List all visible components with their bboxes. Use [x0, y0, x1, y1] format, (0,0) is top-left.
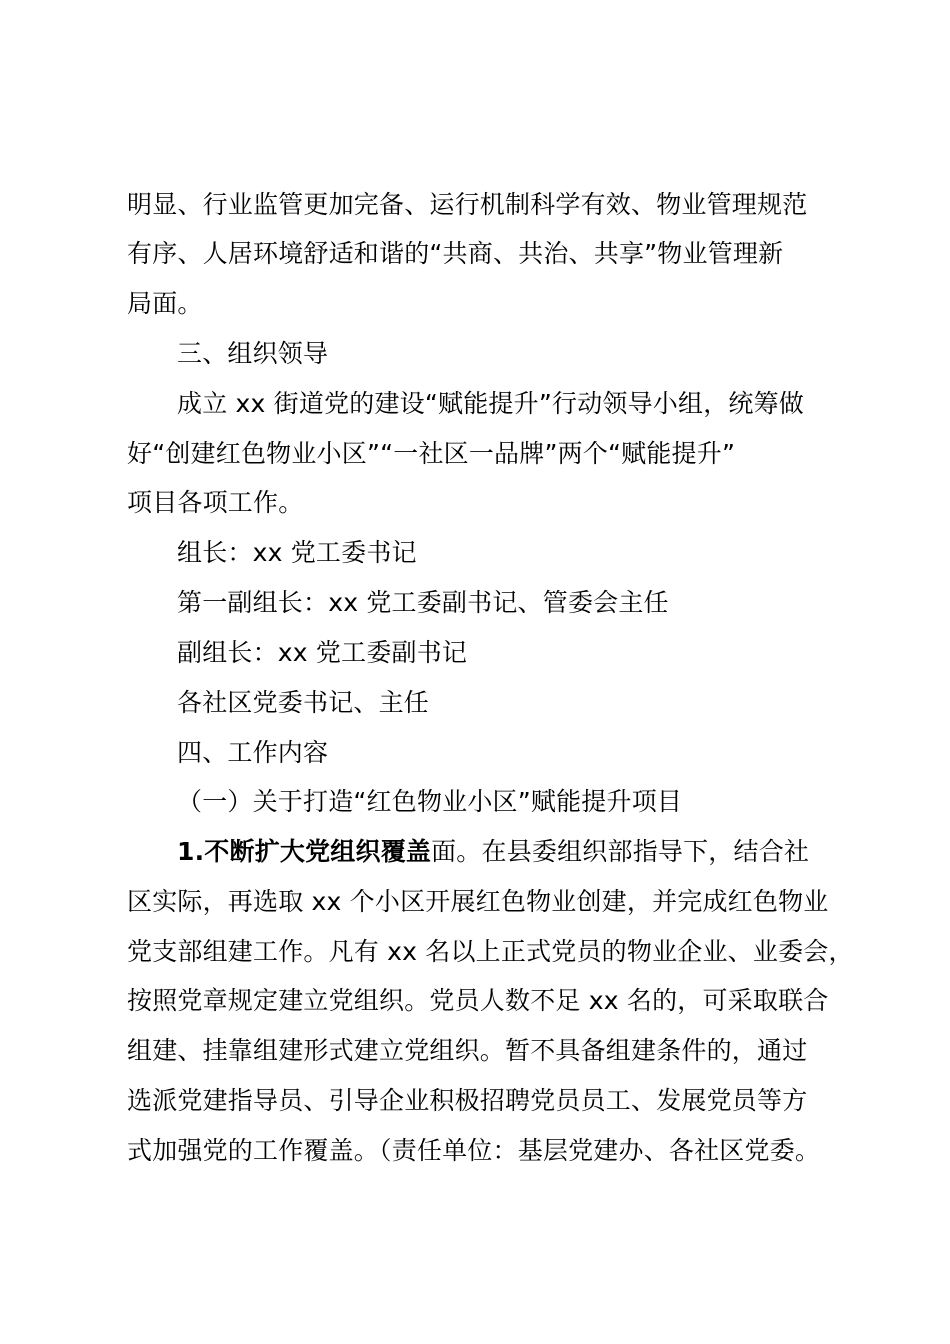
paragraph-line: 按照党章规定建立党组织。党员人数不足 xx 名的，可采取联合	[127, 986, 829, 1015]
paragraph-line: 有序、人居环境舒适和谐的“共商、共治、共享”物业管理新	[127, 239, 784, 268]
paragraph-line: 成立 xx 街道党的建设“赋能提升”行动领导小组，统筹做	[177, 389, 804, 418]
section-heading: 三、组织领导	[177, 339, 329, 368]
subsection-heading: （一）关于打造“红色物业小区”赋能提升项目	[177, 787, 683, 816]
item-bold-lead: 1.不断扩大党组织覆盖	[177, 837, 432, 866]
member-line: 组长：xx 党工委书记	[177, 538, 417, 567]
item-text: 面。在县委组织部指导下，结合社	[431, 837, 810, 866]
paragraph-line: 党支部组建工作。凡有 xx 名以上正式党员的物业企业、业委会，	[127, 937, 854, 966]
section-heading: 四、工作内容	[177, 738, 329, 767]
paragraph-line: 项目各项工作。	[127, 488, 304, 517]
paragraph-line: 式加强党的工作覆盖。（责任单位：基层党建办、各社区党委。	[127, 1136, 821, 1165]
paragraph-line: 局面。	[127, 289, 203, 318]
paragraph-line: 区实际，再选取 xx 个小区开展红色物业创建，并完成红色物业	[127, 887, 829, 916]
paragraph-line: 好“创建红色物业小区”“一社区一品牌”两个“赋能提升”	[127, 439, 736, 468]
paragraph-line: 组建、挂靠组建形式建立党组织。暂不具备组建条件的，通过	[127, 1036, 808, 1065]
paragraph-line: 明显、行业监管更加完备、运行机制科学有效、物业管理规范	[127, 190, 808, 219]
member-line: 第一副组长：xx 党工委副书记、管委会主任	[177, 588, 669, 617]
member-line: 各社区党委书记、主任	[177, 688, 430, 717]
member-line: 副组长：xx 党工委副书记	[177, 638, 468, 667]
item-line	[177, 835, 809, 869]
paragraph-line: 选派党建指导员、引导企业积极招聘党员员工、发展党员等方	[127, 1086, 808, 1115]
